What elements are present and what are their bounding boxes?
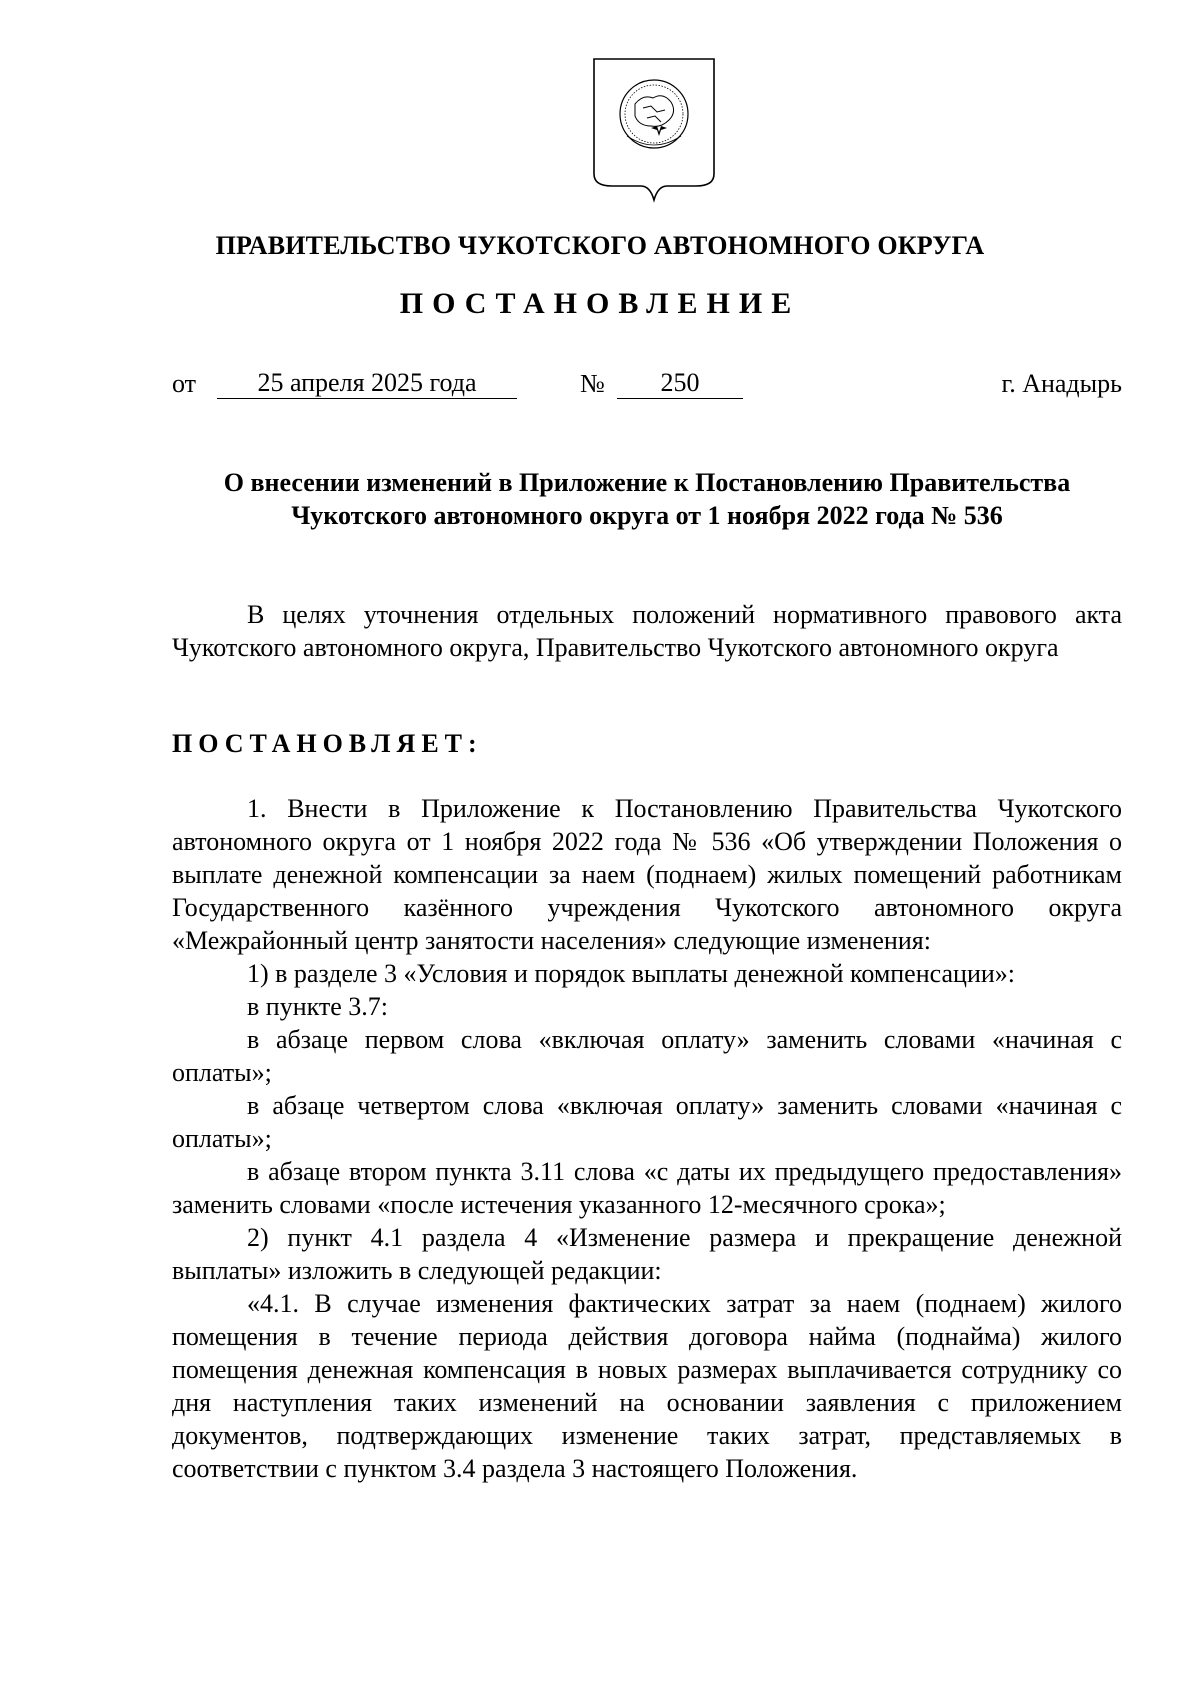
body-paragraph: в пункте 3.7: [247,992,389,1021]
document-title-line: О внесении изменений в Приложение к Постановлению Правительства [223,468,1071,497]
body-paragraph: «4.1. В случае изменения фактических затрат за наем (поднаем) жилого помещения в течение периода действия договора найма (поднайма) жилого помещения денежная компенсация в новых размерах выплачивается сотруднику со дня наступления таких изменений на основании заявления с приложением документов, подтверждающих изменение таких затрат, представляемых в соответствии с пунктом 3.4 раздела 3 настоящего Положения. [172,1289,1122,1483]
document-title [172,466,1122,532]
body-paragraph: 1) в разделе 3 «Условия и порядок выплаты денежной компенсации»: [247,959,1016,988]
document-title-line: Чукотского автономного округа от 1 ноября 2022 года № 536 [291,501,1003,530]
body-paragraph: в абзаце четвертом слова «включая оплату» заменить словами «начиная с оплаты»; [172,1091,1122,1153]
document-number: 250 [617,368,743,399]
date-from-label: от [172,369,197,398]
body-paragraph: 2) пункт 4.1 раздела 4 «Изменение размера и прекращение денежной выплаты» изложить в следующей редакции: [172,1223,1122,1285]
document-date: 25 апреля 2025 года [217,368,517,399]
organization-name: ПРАВИТЕЛЬСТВО ЧУКОТСКОГО АВТОНОМНОГО ОКРУГА [215,231,985,260]
body-paragraph: 1. Внести в Приложение к Постановлению Правительства Чукотского автономного округа от 1 ноября 2022 года № 536 «Об утверждении Положения о выплате денежной компенсации за наем (поднаем) жилых помещений работникам Государственного казённого учреждения Чукотского автономного округа «Межрайонный центр занятости населения» следующие изменения: [172,794,1122,955]
number-label: № [580,369,605,398]
body-paragraph: в абзаце втором пункта 3.11 слова «с даты их предыдущего предоставления» заменить словами «после истечения указанного 12-месячного срока»; [172,1157,1122,1219]
body-paragraph: в абзаце первом слова «включая оплату» заменить словами «начиная с оплаты»; [172,1025,1122,1087]
preamble-paragraph: В целях уточнения отдельных положений нормативного правового акта Чукотского автономного округа, Правительство Чукотского автономного округа [172,600,1122,662]
chukotka-coat-of-arms-icon [591,56,717,206]
resolution-body [172,792,1122,1485]
city-name: г. Анадырь [1001,369,1122,398]
resolve-heading: ПОСТАНОВЛЯЕТ: [172,729,483,758]
date-number-line [172,368,1122,404]
document-type-heading: ПОСТАНОВЛЕНИЕ [399,287,801,320]
coat-of-arms-emblem [591,56,717,206]
